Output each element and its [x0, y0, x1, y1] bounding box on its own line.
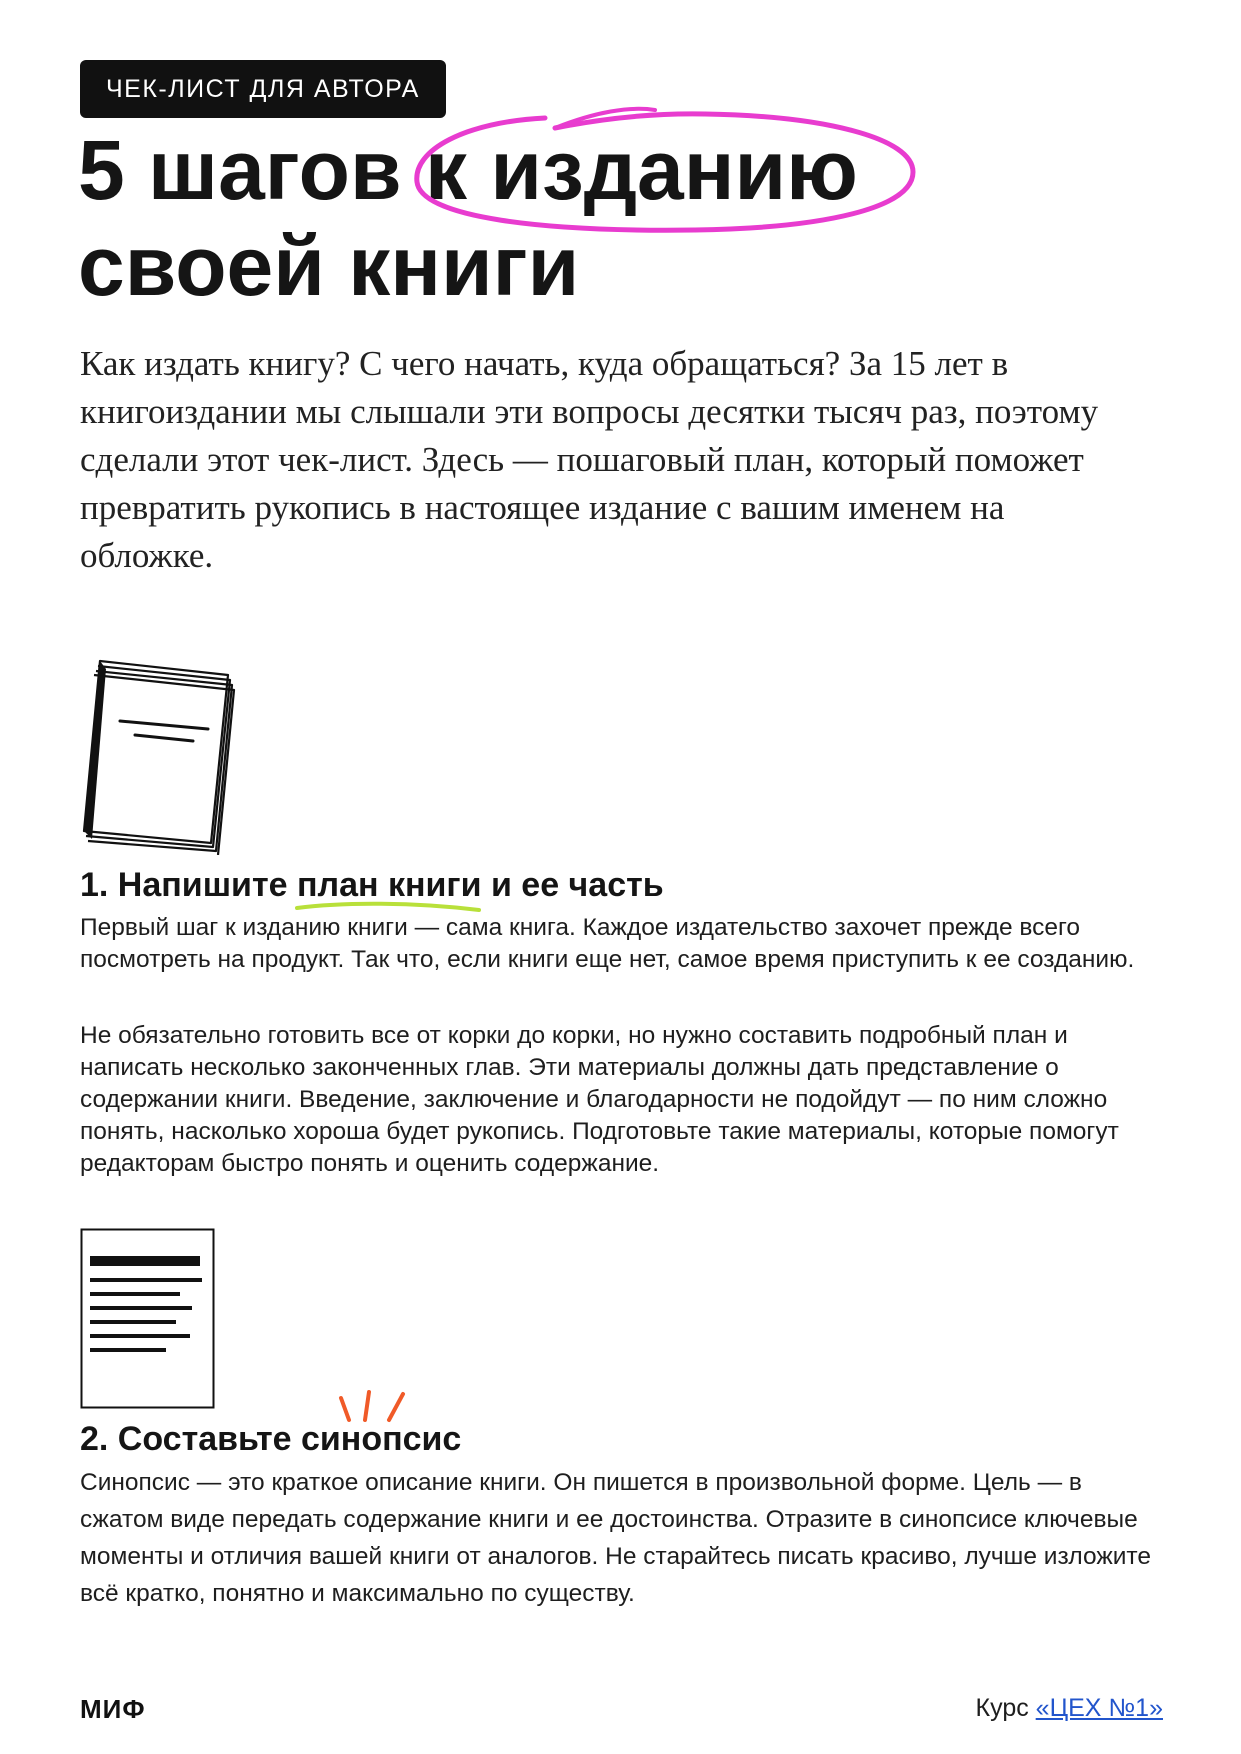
- step1-paragraph-2: Не обязательно готовить все от корки до корки, но нужно составить подробный план и написать несколько законченных глав. Эти материалы должны дать представление о содержании книги. Введение, заключение и благодарности не подойдут — по ним сложно понять, насколько хороша будет рукопись. Подготовьте такие материалы, которые помогут редакторам быстро понять и оценить содержание.: [80, 1022, 1119, 1177]
- step1-title: 1. Напишите план книги и ее часть: [80, 864, 664, 906]
- step1-title-highlight: план книги: [297, 864, 482, 906]
- course-link[interactable]: «ЦЕХ №1»: [1035, 1694, 1163, 1722]
- title-line1-highlight: к изданию: [424, 123, 858, 217]
- step2-title-highlight: синопсис: [301, 1418, 461, 1460]
- document-icon: [80, 1228, 216, 1410]
- step1-paragraph-1: Первый шаг к изданию книги — сама книга. Каждое издательство захочет прежде всего посмотреть на продукт. Так что, если книги еще нет, самое время приступить к ее созданию.: [80, 914, 1135, 973]
- title-line1-part1: 5 шагов: [78, 123, 425, 217]
- course-prefix: Курс: [975, 1694, 1036, 1722]
- checklist-tag: ЧЕК-ЛИСТ ДЛЯ АВТОРА: [80, 60, 446, 118]
- step2-paragraph-1: Синопсис — это краткое описание книги. Он пишется в произвольной форме. Цель — в сжатом виде передать содержание книги и ее достоинства. Отразите в синопсисе ключевые моменты и отличия вашей книги от аналогов. Не старайтесь писать красиво, лучше изложите всё кратко, понятно и максимально по существу.: [80, 1469, 1151, 1607]
- intro-paragraph: Как издать книгу? С чего начать, куда обращаться? За 15 лет в книгоиздании мы слышали эти вопросы десятки тысяч раз, поэтому сделали этот чек-лист. Здесь — пошаговый план, который поможет превратить рукопись в настоящее издание с вашим именем на обложке.: [80, 344, 1099, 575]
- circle-highlight-icon: [405, 100, 925, 240]
- sparks-icon: [333, 1388, 423, 1424]
- title-line2: своей книги: [78, 219, 580, 313]
- course-reference: [976, 1694, 1163, 1723]
- book-icon: [80, 655, 240, 855]
- brand-logo: МИФ: [80, 1694, 146, 1724]
- step2-title: 2. Составьте синопсис: [80, 1418, 461, 1460]
